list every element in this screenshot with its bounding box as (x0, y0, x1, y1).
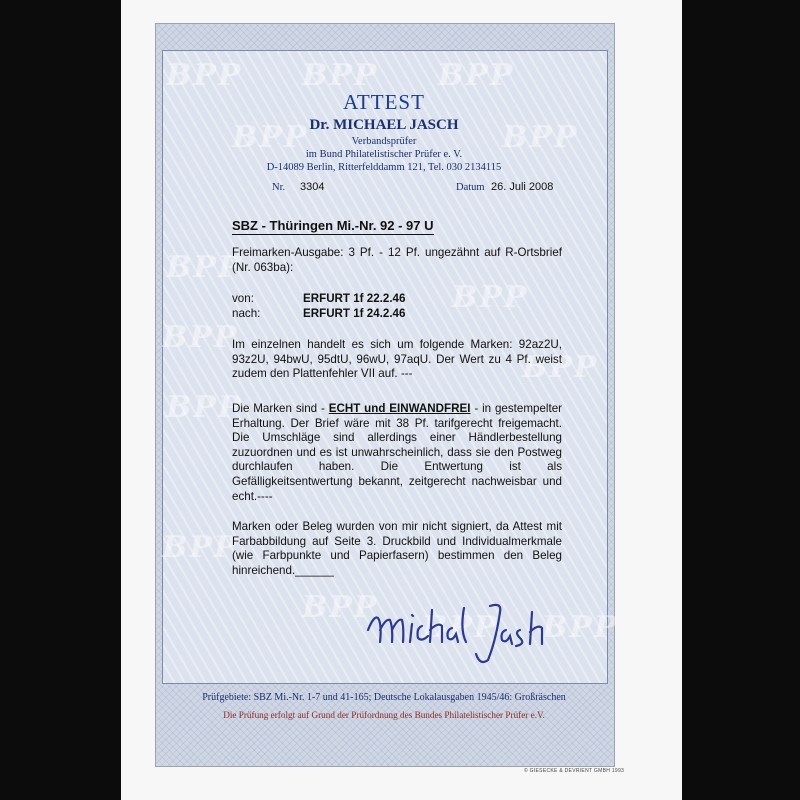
footer-expertise-areas: Prüfgebiete: SBZ Mi.-Nr. 1-7 und 41-165; Deutsche Lokalausgaben 1945/46: Großräschen (202, 692, 566, 703)
datum-value: 26. Juli 2008 (491, 181, 554, 193)
dark-background-left (0, 0, 121, 800)
certificate-heading: SBZ - Thüringen Mi.-Nr. 92 - 97 U (232, 218, 434, 233)
intro-paragraph: Freimarken-Ausgabe: 3 Pf. - 12 Pf. ungezähnt auf R-Ortsbrief (Nr. 063ba): (232, 246, 562, 274)
watermark-text: BPP (166, 58, 243, 93)
nach-label: nach: (232, 307, 261, 320)
marks-paragraph: Im einzelnen handelt es sich um folgende Marken: 92az2U, 93z2U, 94bwU, 95dtU, 96wU, 97aqU. Der Wert zu 4 Pf. weist zudem den Plattenfehler VII auf. --- (232, 338, 562, 381)
watermark-text: BPP (232, 120, 309, 155)
nr-label: Nr. (272, 182, 286, 193)
watermark-text: BPP (162, 320, 239, 355)
watermark-text: BPP (422, 610, 499, 645)
watermark-text: BPP (522, 350, 599, 385)
certificate-title: ATTEST (343, 90, 425, 114)
von-value: ERFURT 1f 22.2.46 (303, 292, 406, 305)
watermark-text: BPP (302, 590, 379, 625)
watermark-text: BPP (302, 58, 379, 93)
watermark-text: BPP (438, 58, 515, 93)
footer-regulation-note: Die Prüfung erfolgt auf Grund der Prüfordnung des Bundes Philatelistischer Prüfer e.V. (223, 710, 545, 720)
expert-signature (360, 590, 560, 670)
watermark-text: BPP (542, 610, 619, 645)
watermark-text: BPP (166, 250, 243, 285)
expert-address: D-14089 Berlin, Ritterfelddamm 121, Tel. 030 2134115 (266, 162, 502, 173)
expert-role: Verbandsprüfer (351, 136, 417, 147)
watermark-text: BPP (162, 530, 239, 565)
signature-note-paragraph: Marken oder Beleg wurden von mir nicht signiert, da Attest mit Farbabbildung auf Seite 3. Druckbild und Individualmerkmale (wie Farbpunkte und Papierfasern) bestimmen den Beleg hinreichend.______ (232, 520, 562, 577)
watermark-text: BPP (502, 120, 579, 155)
expert-name: Dr. MICHAEL JASCH (309, 117, 459, 133)
condition-paragraph (232, 402, 562, 504)
condition-text-pre: Die Marken sind - (232, 402, 329, 415)
nr-value: 3304 (300, 181, 325, 193)
printer-imprint: © GIESECKE & DEVRIENT GMBH 1993 (524, 768, 625, 774)
genuine-verdict: ECHT und EINWANDFREI (328, 402, 471, 415)
dark-background-right (682, 0, 800, 800)
watermark-text: BPP (166, 390, 243, 425)
von-label: von: (232, 292, 254, 305)
datum-label: Datum (456, 182, 485, 193)
condition-text-post: - in gestempelter Erhaltung. Der Brief wäre mit 38 Pf. tarifgerecht freigemacht. Die Umschläge sind allerdings einer Händlerbestellung zuzuordnen und es ist unwahrscheinlich, dass sie den Postweg durchlaufen haben. Die Entwertung ist als Gefälligkeitsentwertung bekannt, zeitgerecht nachweisbar und echt.---- (232, 402, 563, 503)
watermark-text: BPP (452, 280, 529, 315)
expert-association: im Bund Philatelistischer Prüfer e. V. (305, 149, 463, 160)
nach-value: ERFURT 1f 24.2.46 (303, 307, 406, 320)
